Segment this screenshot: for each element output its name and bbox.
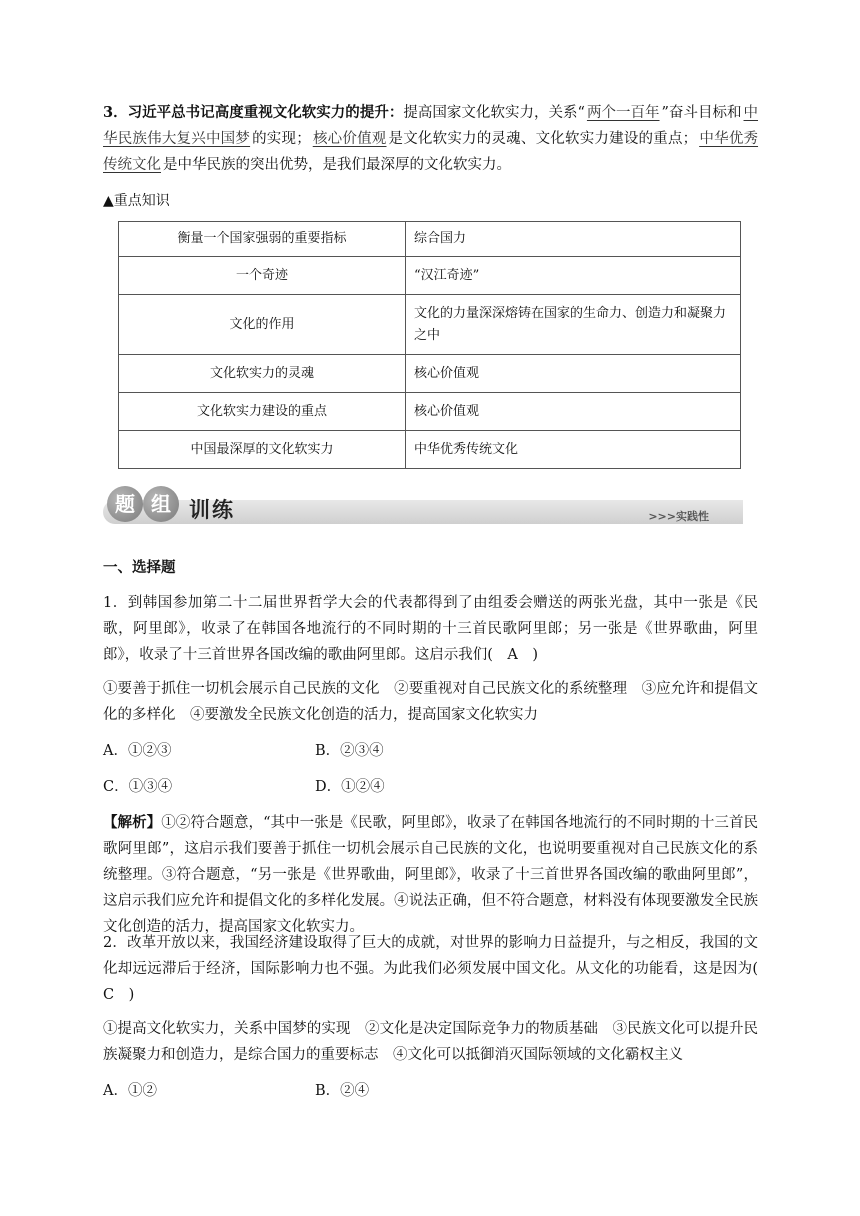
item-3-text-3: 的实现； [252,131,311,147]
section-title-block [103,555,758,581]
banner-badge-1: 题 [107,486,143,522]
question-2-options-row-1 [103,1078,758,1104]
item-3-text-2: ”奋斗目标和 [661,105,742,121]
banner-title: 训练 [189,498,235,522]
banner-badge-2: 组 [143,486,179,522]
option-d[interactable]: D．①②④ [315,779,385,795]
fill-blank-2: 中华民族伟大复兴中国梦 [103,105,759,147]
option-b[interactable]: B．②③④ [315,743,384,759]
table-row [119,222,741,257]
question-1 [103,590,758,940]
table-cell-term: 文化软实力的灵魂 [119,355,406,393]
practice-banner [103,486,743,528]
option-b[interactable]: B．②④ [315,1083,370,1099]
item-3-paragraph [103,100,758,178]
table-row [119,431,741,469]
table-cell-term: 衡量一个国家强弱的重要指标 [119,222,406,257]
item-3-text-1: 提高国家文化软实力，关系“ [403,105,585,121]
analysis-text: ①②符合题意，“其中一张是《民歌，阿里郎》，收录了在韩国各地流行的不同时期的十三首民歌阿里郎”，这启示我们要善于抓住一切机会展示自己民族的文化，也说明要重视对自己民族文化的系统整理。③符合题意，“另一张是《世界歌曲，阿里郎》，收录了十三首世界各国改编的歌曲阿里郎”，这启示我们应允许和提倡文化的多样化发展。④说法正确，但不符合题意，材料没有体现要激发全民族文化创造的活力，提高国家文化软实力。 [103,815,758,935]
key-knowledge-table [118,221,741,469]
analysis-label: 【解析】 [103,814,162,831]
question-1-options-row-1 [103,738,758,764]
section-title: 一、选择题 [103,559,176,576]
item-3-text-4: 是文化软实力的灵魂、文化软实力建设的重点； [388,131,698,147]
question-2-statements: ①提高文化软实力，关系中国梦的实现 ②文化是决定国际竞争力的物质基础 ③民族文化可以提升民族凝聚力和创造力，是综合国力的重要标志 ④文化可以抵御消灭国际领域的文化霸权主义 [103,1021,758,1063]
table-row [119,295,741,355]
table-cell-term: 文化的作用 [119,295,406,355]
table-cell-value: 核心价值观 [406,355,741,393]
item-3-text-5: 是中华民族的突出优势，是我们最深厚的文化软实力。 [163,157,511,173]
question-1-statements: ①要善于抓住一切机会展示自己民族的文化 ②要重视对自己民族文化的系统整理 ③应允许和提倡文化的多样化 ④要激发全民族文化创造的活力，提高国家文化软实力 [103,681,758,723]
option-a[interactable]: A．①② [103,1083,157,1099]
question-1-options-row-2 [103,774,758,800]
table-cell-term: 中国最深厚的文化软实力 [119,431,406,469]
question-2-stem: 2．改革开放以来，我国经济建设取得了巨大的成就，对世界的影响力日益提升，与之相反，我国的文化却远远滞后于经济，国际影响力也不强。为此我们必须发展中国文化。从文化的功能看，这是因为( C ) [103,935,773,1003]
table-row [119,355,741,393]
option-a[interactable]: A．①②③ [103,743,172,759]
table-cell-term: 一个奇迹 [119,257,406,295]
table-cell-value: 中华优秀传统文化 [406,431,741,469]
table-cell-term: 文化软实力建设的重点 [119,393,406,431]
key-knowledge-heading: ▲重点知识 [103,193,170,209]
fill-blank-1: 两个一百年 [586,105,660,121]
table-cell-value: “汉江奇迹” [406,257,741,295]
table-cell-value: 核心价值观 [406,393,741,431]
table-row [119,257,741,295]
option-c[interactable]: C．①③④ [103,779,173,795]
item-3-number: 3． [103,104,128,121]
banner-tag: >>>实践性 [648,510,709,523]
table-row [119,393,741,431]
table-cell-value: 文化的力量深深熔铸在国家的生命力、创造力和凝聚力之中 [406,295,741,355]
question-1-stem: 1．到韩国参加第二十二届世界哲学大会的代表都得到了由组委会赠送的两张光盘，其中一张是《民歌，阿里郎》，收录了在韩国各地流行的不同时期的十三首民歌阿里郎；另一张是《世界歌曲，阿里郎》，收录了十三首世界各国改编的歌曲阿里郎。这启示我们( A ) [103,595,758,663]
question-2 [103,930,773,1104]
fill-blank-4: 中华优秀传统文化 [103,131,759,173]
question-1-analysis [103,810,758,940]
item-3-block [103,100,758,210]
item-3-lead: 习近平总书记高度重视文化软实力的提升： [127,104,404,121]
table-cell-value: 综合国力 [406,222,741,257]
fill-blank-3: 核心价值观 [312,131,387,147]
